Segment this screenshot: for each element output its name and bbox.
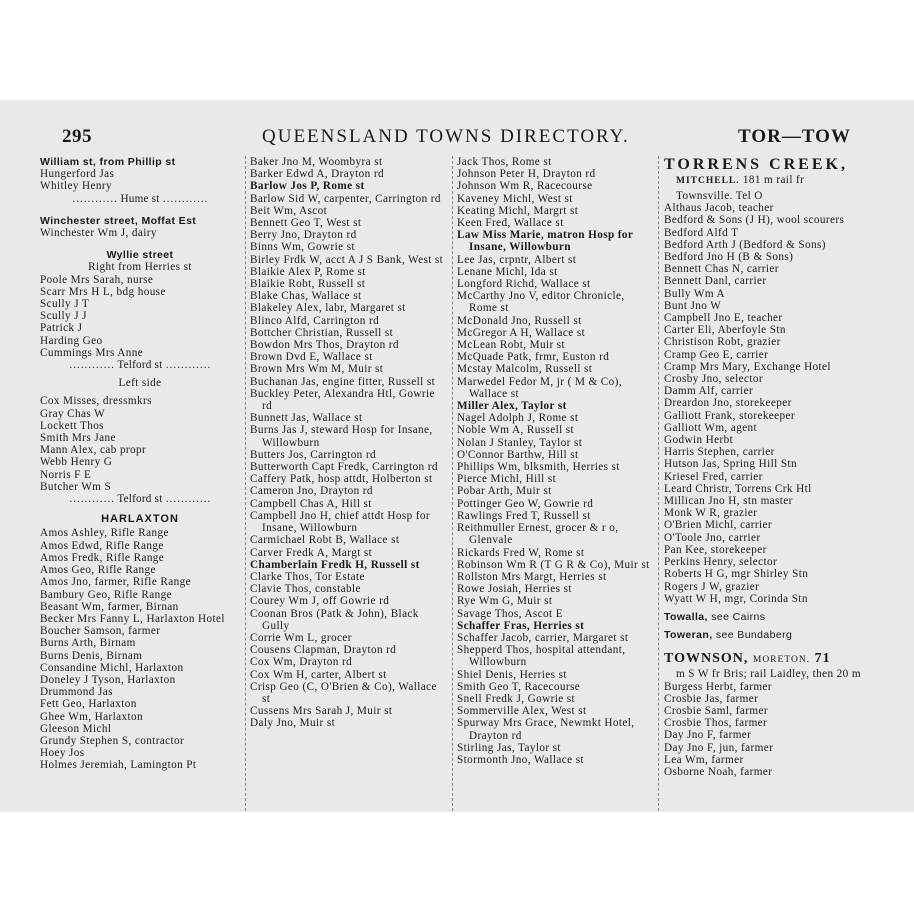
wyllie-left-list [40,395,240,493]
directory-entry: Scully J T [40,298,90,311]
directory-entry: McGregor A H, Wallace st [457,326,586,339]
directory-entry: Cousens Clapman, Drayton rd [250,644,397,657]
directory-entry: Ghee Wm, Harlaxton [40,710,143,723]
directory-entry: Webb Henry G [40,456,113,469]
directory-entry: Schaffer Jacob, carrier, Margaret st [457,631,629,644]
directory-entry: Barlow Jos P, Rome st [250,180,365,193]
directory-entry: Cussens Mrs Sarah J, Muir st [250,705,393,718]
directory-entry: Whitley Henry [40,180,112,193]
directory-entry: Berry Jno, Drayton rd [250,229,357,242]
directory-entry: Shepperd Thos, hospital attendant, Willowburn [457,644,626,669]
directory-entry: Day Jno F, jun, farmer [664,741,774,754]
directory-entry: Holmes Jeremiah, Lamington Pt [40,759,197,772]
directory-entry: Amos Geo, Rifle Range [40,564,156,577]
directory-entry: Pierce Michl, Hill st [457,473,557,486]
resident-list [457,156,653,766]
column-1 [40,156,240,812]
directory-entry: Rollston Mrs Margt, Herries st [457,570,607,583]
directory-entry: Norris F E [40,468,92,481]
directory-entry: Amos Jno, farmer, Rifle Range [40,576,191,589]
cross-reference-towalla [664,611,864,623]
directory-entry: Blaikie Alex P, Rome st [250,265,366,278]
directory-entry: Blakeley Alex, labr, Margaret st [250,302,406,315]
directory-entry: Rowe Josiah, Herries st [457,583,572,596]
directory-entry: Wyatt W H, mgr, Corinda Stn [664,592,808,605]
directory-entry: Scully J J [40,310,87,323]
directory-entry: Bedford Jno H (B & Sons) [664,251,794,264]
directory-entry: Rye Wm G, Muir st [457,595,553,608]
directory-entry: Lockett Thos [40,419,104,432]
directory-entry: Phillips Wm, blksmith, Herries st [457,461,620,474]
directory-entry: Chamberlain Fredk H, Russell st [250,558,420,571]
directory-entry: Cox Wm H, carter, Albert st [250,668,387,681]
district-name: MITCHELL. [676,176,740,186]
harlaxton-list [40,527,240,771]
directory-entry: Osborne Noah, farmer [664,765,773,778]
directory-entry: Campbell Chas A, Hill st [250,497,372,510]
directory-entry: Bedford Alfd T [664,226,739,239]
street-heading-wyllie: Wyllie street [106,249,174,262]
directory-entry: Robinson Wm R (T G R & Co), Muir st [457,558,650,571]
directory-entry: Spurway Mrs Grace, Newmkt Hotel, Drayton rd [457,717,635,742]
distance-number: 71 [814,651,831,667]
directory-entry: Consandine Michl, Harlaxton [40,661,184,674]
directory-entry: Perkins Henry, selector [664,556,778,569]
directory-entry: Bowdon Mrs Thos, Drayton rd [250,339,399,352]
directory-entry: Godwin Herbt [664,434,734,447]
directory-entry: Daly Jno, Muir st [250,717,336,730]
william-street-list [40,168,240,192]
see-reference: see Cairns [711,610,766,623]
directory-entry: Smith Mrs Jane [40,432,116,445]
directory-entry: Binns Wm, Gowrie st [250,241,355,254]
townson-list [664,681,864,779]
directory-entry: Corrie Wm L, grocer [250,631,352,644]
town-name: TOWNSON, [664,651,749,667]
directory-entry: Millican Jno H, stn master [664,495,793,508]
directory-entry: Rickards Fred W, Rome st [457,546,585,559]
directory-entry: Boucher Samson, farmer [40,625,161,638]
directory-entry: Grundy Stephen S, contractor [40,734,185,747]
side-subheading: Left side [118,377,162,390]
directory-entry: Doneley J Tyson, Harlaxton [40,673,176,686]
directory-entry: Harris Stephen, carrier [664,446,775,459]
directory-page [0,100,914,812]
directory-entry: Campbell Jno H, chief attdt Hosp for Insane, Willowburn [250,509,431,535]
directory-entry: Carver Fredk A, Margt st [250,546,373,559]
directory-entry: Fett Geo, Harlaxton [40,698,137,711]
directory-entry: Patrick J [40,322,83,335]
directory-entry: Mcstay Malcolm, Russell st [457,363,593,376]
district-name: MORETON. [752,655,811,666]
directory-entry: Cramp Mrs Mary, Exchange Hotel [664,360,831,373]
directory-entry: Bottcher Christian, Russell st [250,326,394,339]
directory-entry: Burns Jas J, steward Hosp for Insane, Willowburn [250,424,433,449]
directory-entry: Keating Michl, Margrt st [457,204,579,217]
directory-entry: Nolan J Stanley, Taylor st [457,436,583,449]
directory-entry: Barlow Sid W, carpenter, Carrington rd [250,192,441,205]
cross-street-divider: ………… Telford st ………… [69,359,211,372]
directory-entry: Cox Wm, Drayton rd [250,656,353,669]
directory-entry: Crosbie Thos, farmer [664,717,768,730]
directory-entry: Law Miss Marie, matron Hosp for Insane, Willowburn [457,229,634,254]
directory-entry: Brown Mrs Wm M, Muir st [250,363,384,376]
directory-entry: McCarthy Jno V, editor Chronicle, Rome st [457,290,625,315]
directory-entry: Longford Richd, Wallace st [457,278,591,291]
street-subheading: Right from Herries st [88,261,192,274]
directory-entry: Winchester Wm J, dairy [40,227,157,240]
directory-entry: Mann Alex, cab propr [40,444,147,457]
directory-entry: Barker Edwd A, Drayton rd [250,168,384,181]
column-divider [658,156,659,812]
directory-entry: Snell Fredk J, Gowrie st [457,692,576,705]
directory-entry: Bunt Jno W [664,299,722,312]
directory-entry: Kriesel Fred, carrier [664,470,763,483]
directory-entry: Carmichael Robt B, Wallace st [250,534,400,547]
directory-entry: Bunnett Jas, Wallace st [250,412,363,425]
directory-entry: Baker Jno M, Woombyra st [250,156,383,168]
town-heading-harlaxton: HARLAXTON [101,513,179,526]
directory-entry: Amos Edwd, Rifle Range [40,539,164,552]
directory-entry: Drummond Jas [40,686,113,699]
directory-entry: Hoey Jos [40,747,85,760]
directory-entry: Blake Chas, Wallace st [250,290,362,303]
directory-entry: Campbell Jno E, teacher [664,312,783,325]
directory-entry: Gray Chas W [40,407,106,420]
directory-entry: McDonald Jno, Russell st [457,314,582,327]
directory-entry: Stirling Jas, Taylor st [457,741,561,754]
directory-entry: Butcher Wm S [40,480,112,493]
directory-entry: Courey Wm J, off Gowrie rd [250,595,390,608]
directory-entry: Galliott Frank, storekeeper [664,409,796,422]
page-number: 295 [62,126,92,147]
directory-entry: Roberts H G, mgr Shirley Stn [664,568,809,581]
directory-entry: Burgess Herbt, farmer [664,680,772,693]
directory-entry: Galliott Wm, agent [664,421,758,434]
cross-street-divider: ………… Hume st ………… [71,192,209,205]
directory-entry: Beit Wm, Ascot [250,204,328,217]
column-divider [452,156,453,812]
directory-entry: McQuade Patk, frmr, Euston rd [457,351,610,364]
page-title: QUEENSLAND TOWNS DIRECTORY. [262,126,630,147]
directory-entry: Pobar Arth, Muir st [457,485,552,498]
town-description: m S W fr Bris; rail Laidley, then 20 m [676,668,861,681]
directory-entry: Birley Frdk W, acct A J S Bank, West st [250,253,444,266]
directory-entry: Buckley Peter, Alexandra Htl, Gowrie rd [250,387,435,413]
town-desc: 181 m rail fr Townsville. Tel O [676,174,805,202]
directory-entry: Damm Alf, carrier [664,385,754,398]
town-heading-torrens-creek [664,156,864,173]
column-2 [250,156,446,812]
town-name: Towalla, [664,610,708,623]
directory-entry: Lenane Michl, Ida st [457,265,558,278]
directory-entry: Cummings Mrs Anne [40,346,144,359]
directory-entry: Day Jno F, farmer [664,729,752,742]
directory-entry: Amos Ashley, Rifle Range [40,527,169,540]
directory-entry: Bennett Geo T, West st [250,217,362,230]
directory-entry: Marwedel Fedor M, jr ( M & Co), Wallace st [457,375,622,400]
directory-entry: Harding Geo [40,334,103,347]
column-3 [457,156,653,812]
directory-entry: McLean Robt, Muir st [457,339,566,352]
directory-entry: Buchanan Jas, engine fitter, Russell st [250,375,436,388]
directory-entry: Jack Thos, Rome st [457,156,552,168]
directory-entry: Savage Thos, Ascot E [457,607,563,620]
directory-entry: Johnson Wm R, Racecourse [457,180,593,193]
directory-entry: Amos Fredk, Rifle Range [40,551,165,564]
directory-entry: Sommerville Alex, West st [457,705,587,718]
directory-entry: Bully Wm A [664,287,725,300]
directory-entry: Scarr Mrs H L, bdg house [40,285,166,298]
directory-entry: Lee Jas, crpntr, Albert st [457,253,577,266]
directory-entry: Crisp Geo (C, O'Brien & Co), Wallace st [250,680,437,705]
winchester-street-list [40,227,240,239]
directory-entry: Shiel Denis, Herries st [457,668,567,681]
directory-entry: Rawlings Fred T, Russell st [457,509,591,522]
town-description [664,173,864,202]
page-range: TOR—TOW [738,126,851,147]
town-heading-townson [664,651,864,668]
cross-reference-toweran [664,629,864,641]
directory-entry: Brown Dvd E, Wallace st [250,351,373,364]
directory-entry: Christison Robt, grazier [664,336,781,349]
directory-entry: Bambury Geo, Rifle Range [40,588,173,601]
directory-entry: Cox Misses, dressmkrs [40,395,152,408]
directory-entry: Butters Jos, Carrington rd [250,448,376,461]
directory-entry: Reithmuller Ernest, grocer & r o, Glenvale [457,522,619,547]
directory-entry: Blaikie Robt, Russell st [250,278,366,291]
street-heading-winchester: Winchester street, Moffat Est [40,214,197,227]
directory-entry: Hungerford Jas [40,168,115,181]
directory-entry: Keen Fred, Wallace st [457,217,564,230]
directory-entry: Althaus Jacob, teacher [664,202,774,215]
directory-entry: Bennett Danl, carrier [664,275,767,288]
directory-entry: Caffery Patk, hosp attdt, Holberton st [250,473,433,486]
directory-entry: Bedford Arth J (Bedford & Sons) [664,238,826,251]
directory-entry: Stormonth Jno, Wallace st [457,753,584,766]
directory-entry: Bedford & Sons (J H), wool scourers [664,214,845,227]
torrens-creek-list [664,202,864,605]
directory-entry: O'Toole Jno, carrier [664,531,761,544]
town-name: TORRENS CREEK, [664,156,848,173]
directory-entry: Burns Arth, Birnam [40,637,136,650]
directory-entry: Leard Christr, Torrens Crk Htl [664,482,812,495]
directory-entry: Nagel Adolph J, Rome st [457,412,579,425]
column-4 [664,156,864,812]
directory-entry: Noble Wm A, Russell st [457,424,575,437]
directory-entry: Clarke Thos, Tor Estate [250,570,365,583]
directory-entry: Johnson Peter H, Drayton rd [457,168,596,181]
directory-entry: Monk W R, grazier [664,507,758,520]
column-divider [245,156,246,812]
directory-entry: Blinco Alfd, Carrington rd [250,314,380,327]
directory-entry: Coonan Bros (Patk & John), Black Gully [250,607,419,632]
town-name: Toweran, [664,629,713,642]
directory-entry: Poole Mrs Sarah, nurse [40,273,154,286]
cross-street-divider: ………… Telford st ………… [69,493,211,506]
directory-entry: Dreardon Jno, storekeeper [664,397,792,410]
street-heading-william: William st, from Phillip st [40,156,176,168]
directory-entry: Schaffer Fras, Herries st [457,619,585,632]
directory-entry: Crosbie Jas, farmer [664,692,759,705]
directory-entry: O'Connor Barthw, Hill st [457,448,579,461]
directory-entry: Pottinger Geo W, Gowrie rd [457,497,594,510]
directory-entry: Hutson Jas, Spring Hill Stn [664,458,797,471]
directory-entry: Pan Kee, storekeeper [664,543,767,556]
directory-entry: Rogers J W, grazier [664,580,760,593]
directory-entry: Burns Denis, Birnam [40,649,143,662]
directory-entry: Becker Mrs Fanny L, Harlaxton Hotel [40,612,225,625]
directory-entry: Lea Wm, farmer [664,753,744,766]
directory-entry: Crosbie Saml, farmer [664,704,769,717]
directory-entry: Butterworth Capt Fredk, Carrington rd [250,461,438,474]
directory-entry: Clavie Thos, constable [250,583,361,596]
directory-entry: O'Brien Michl, carrier [664,519,773,532]
resident-list [250,156,446,730]
see-reference: see Bundaberg [715,629,793,642]
directory-entry: Bennett Chas N, carrier [664,263,779,276]
directory-entry: Carter Eli, Aberfoyle Stn [664,324,786,337]
directory-entry: Kaveney Michl, West st [457,192,573,205]
directory-entry: Beasant Wm, farmer, Birnan [40,600,179,613]
directory-entry: Crosby Jno, selector [664,373,764,386]
wyllie-right-list [40,274,240,359]
directory-entry: Cramp Geo E, carrier [664,348,769,361]
directory-entry: Gleeson Michl [40,722,112,735]
directory-entry: Miller Alex, Taylor st [457,400,567,413]
directory-entry: Smith Geo T, Racecourse [457,680,581,693]
directory-entry: Cameron Jno, Drayton rd [250,485,373,498]
